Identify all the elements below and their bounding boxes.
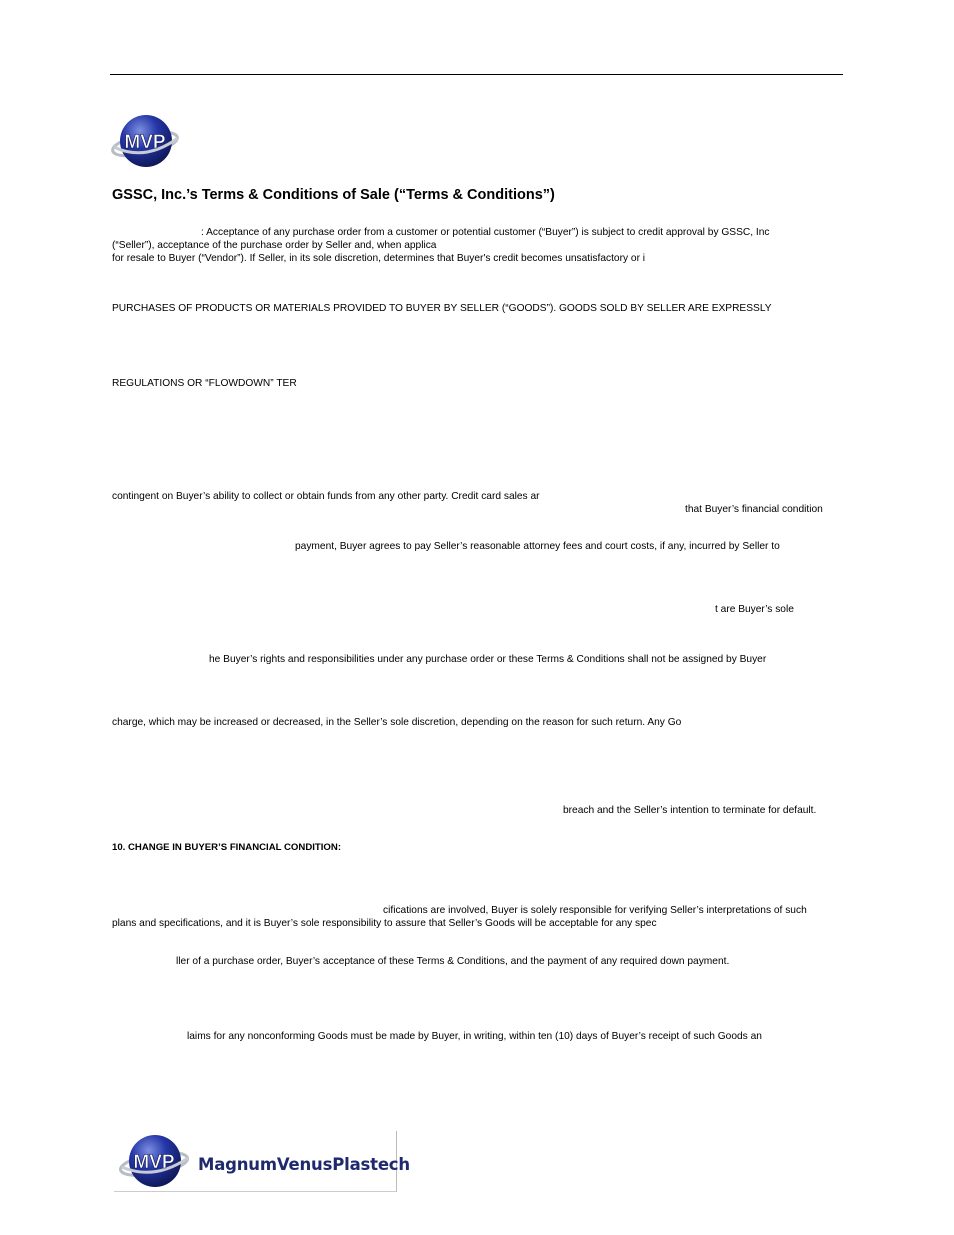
- logo-text: MVP: [124, 132, 166, 153]
- text-line: breach and the Seller’s intention to terminate for default.: [563, 805, 817, 816]
- header-rule: [110, 74, 843, 75]
- brand-name: MagnumVenusPlastech: [198, 1155, 410, 1174]
- text-line: payment, Buyer agrees to pay Seller’s reasonable attorney fees and court costs, if any, incurred by Seller to: [295, 541, 780, 552]
- text-line: for resale to Buyer (“Vendor”). If Seller, in its sole discretion, determines that Buyer's credit becomes unsatisfactory or i: [112, 253, 646, 264]
- mvp-footer-logo: [114, 1131, 194, 1191]
- text-line: PURCHASES OF PRODUCTS OR MATERIALS PROVIDED TO BUYER BY SELLER (“GOODS”). GOODS SOLD BY SELLER ARE EXPRESSLY: [112, 303, 772, 314]
- text-line: cifications are involved, Buyer is solely responsible for verifying Seller’s interpretations of such: [383, 905, 807, 916]
- text-line: ller of a purchase order, Buyer’s acceptance of these Terms & Conditions, and the payment of any required down payment.: [176, 956, 730, 967]
- text-line: plans and specifications, and it is Buyer’s sole responsibility to assure that Seller’s Goods will be acceptable for any spec: [112, 918, 657, 929]
- footer-logo-text: MVP: [133, 1152, 175, 1173]
- footer-logo: [114, 1131, 410, 1192]
- section-heading: 10. CHANGE IN BUYER’S FINANCIAL CONDITION:: [112, 842, 342, 853]
- text-line: (“Seller”), acceptance of the purchase order by Seller and, when applica: [112, 240, 437, 251]
- text-line: laims for any nonconforming Goods must be made by Buyer, in writing, within ten (10) days of Buyer’s receipt of such Goods an: [187, 1031, 762, 1042]
- text-line: charge, which may be increased or decreased, in the Seller’s sole discretion, depending on the reason for such return. Any Go: [112, 717, 682, 728]
- text-line: REGULATIONS OR “FLOWDOWN” TER: [112, 378, 297, 389]
- text-line: t are Buyer’s sole: [715, 604, 794, 615]
- text-line: : Acceptance of any purchase order from a customer or potential customer (“Buyer”) is subject to credit approval by GSSC, Inc: [201, 227, 770, 238]
- text-line: he Buyer’s rights and responsibilities under any purchase order or these Terms & Conditions shall not be assigned by Buyer: [209, 654, 767, 665]
- text-line: that Buyer’s financial condition: [685, 504, 823, 515]
- text-line: contingent on Buyer’s ability to collect or obtain funds from any other party. Credit card sales ar: [112, 491, 540, 502]
- mvp-logo: [108, 110, 182, 172]
- page-title: GSSC, Inc.’s Terms & Conditions of Sale (“Terms & Conditions”): [112, 187, 555, 203]
